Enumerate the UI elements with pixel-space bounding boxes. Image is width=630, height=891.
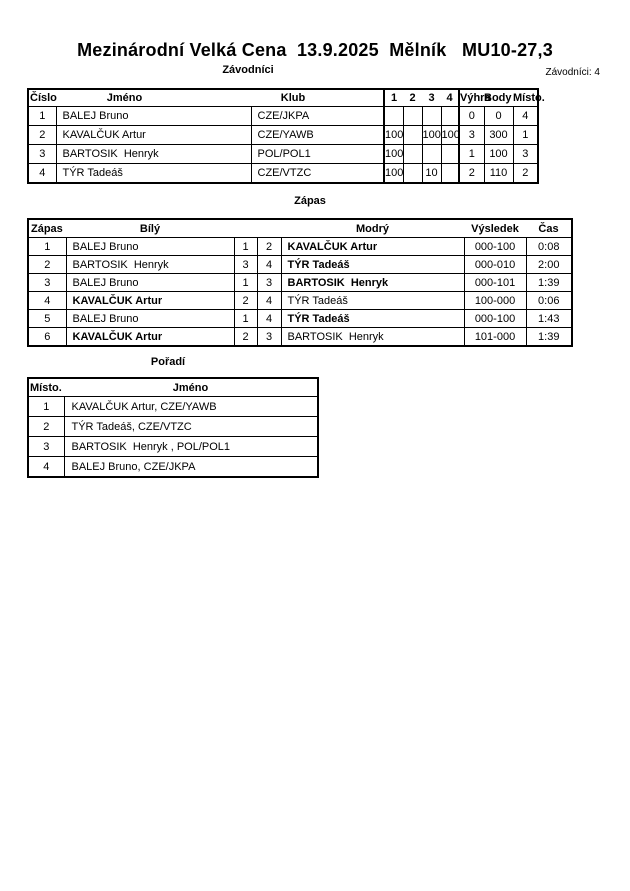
match-result: 000-100 [464,310,526,328]
competitor-number: 4 [28,164,56,184]
place-value: 3 [513,145,538,164]
match-time: 2:00 [526,256,572,274]
white-competitor: KAVALČUK Artur [66,292,234,310]
white-competitor: KAVALČUK Artur [66,328,234,347]
competitor-club: CZE/JKPA [251,107,384,126]
blue-competitor-number: 3 [257,274,281,292]
competitors-header-row [28,89,538,107]
standing-place: 1 [28,397,64,417]
matches-table [27,218,573,347]
points-value: 100 [484,145,513,164]
round-2-score [403,164,422,184]
match-time: 1:39 [526,274,572,292]
blue-competitor: TÝR Tadeáš [281,256,464,274]
table-row [28,417,318,437]
round-3-score: 100 [422,126,441,145]
match-number: 5 [28,310,66,328]
white-competitor: BALEJ Bruno [66,274,234,292]
col-header-result: Výsledek [471,222,519,235]
points-value: 0 [484,107,513,126]
col-header-points: Body [484,92,512,104]
place-value: 4 [513,107,538,126]
table-row [28,238,572,256]
wins-value: 1 [459,145,484,164]
blue-competitor: TÝR Tadeáš [281,310,464,328]
round-1-score [384,107,403,126]
wins-value: 2 [459,164,484,184]
col-header-round-4: 4 [446,92,453,104]
match-time: 1:39 [526,328,572,347]
round-2-score [403,107,422,126]
table-row [28,256,572,274]
standing-name: BALEJ Bruno, CZE/JKPA [64,457,318,478]
competitor-number: 2 [28,126,56,145]
standing-name: TÝR Tadeáš, CZE/VTZC [64,417,318,437]
round-1-score: 100 [384,145,403,164]
standing-place: 3 [28,437,64,457]
round-4-score: 100 [441,126,459,145]
match-result: 000-101 [464,274,526,292]
match-result: 101-000 [464,328,526,347]
standing-name: BARTOSIK Henryk , POL/POL1 [64,437,318,457]
competitors-table [27,88,545,184]
standings-table [27,377,319,478]
table-row [28,457,318,478]
white-competitor-number: 1 [234,310,257,328]
white-competitor-number: 2 [234,292,257,310]
col-header-white: Bílý [139,222,161,235]
col-header-number: Číslo [30,92,57,104]
white-competitor: BALEJ Bruno [66,310,234,328]
col-header-blue: Modrý [356,222,389,235]
place-value: 2 [513,164,538,184]
round-4-score [441,164,459,184]
match-time: 0:06 [526,292,572,310]
white-competitor-number: 2 [234,328,257,347]
table-row [28,164,538,184]
competitors-section-label: Závodníci [222,64,274,76]
table-row [28,274,572,292]
match-number: 1 [28,238,66,256]
page-title: Mezinárodní Velká Cena 13.9.2025 Mělník MU10-27,3 [77,40,553,60]
blue-competitor: BARTOSIK Henryk [281,274,464,292]
competitor-name: BARTOSIK Henryk [56,145,251,164]
matches-section-title: Zápas [294,195,326,207]
match-number: 3 [28,274,66,292]
round-4-score [441,107,459,126]
col-header-name: Jméno [172,381,209,394]
round-4-score [441,145,459,164]
blue-competitor: TÝR Tadeáš [281,292,464,310]
col-header-wins: Výhra [459,89,484,107]
white-competitor: BALEJ Bruno [66,238,234,256]
white-competitor-number: 1 [234,238,257,256]
table-row [28,328,572,347]
points-value: 300 [484,126,513,145]
table-row [28,292,572,310]
table-row [28,126,538,145]
match-number: 2 [28,256,66,274]
col-header-match: Zápas [31,222,63,235]
competitor-club: POL/POL1 [251,145,384,164]
match-result: 000-010 [464,256,526,274]
col-header-round-1: 1 [384,89,403,107]
competitor-number: 1 [28,107,56,126]
col-header-name: Jméno [106,92,143,104]
standing-name: KAVALČUK Artur, CZE/YAWB [64,397,318,417]
points-value: 110 [484,164,513,184]
col-header-round-3: 3 [428,92,435,104]
match-result: 100-000 [464,292,526,310]
place-value: 1 [513,126,538,145]
blue-competitor-number: 2 [257,238,281,256]
blue-competitor: BARTOSIK Henryk [281,328,464,347]
table-row [28,437,318,457]
standing-place: 2 [28,417,64,437]
col-header-place: Místo. [30,381,62,394]
competitors-count: Závodníci: 4 [545,67,600,78]
competitor-club: CZE/VTZC [251,164,384,184]
competitor-club: CZE/YAWB [251,126,384,145]
white-competitor-number: 3 [234,256,257,274]
matches-header-row [28,219,572,238]
round-2-score [403,126,422,145]
match-number: 4 [28,292,66,310]
round-1-score: 100 [384,164,403,184]
table-row [28,145,538,164]
blue-competitor: KAVALČUK Artur [281,238,464,256]
col-header-place: Místo. [513,92,545,104]
match-time: 1:43 [526,310,572,328]
competitor-name: BALEJ Bruno [56,107,251,126]
match-result: 000-100 [464,238,526,256]
round-2-score [403,145,422,164]
standing-place: 4 [28,457,64,478]
col-header-white-number [234,219,257,238]
round-3-score [422,145,441,164]
blue-competitor-number: 4 [257,292,281,310]
col-header-round-2: 2 [409,92,416,104]
table-row [28,310,572,328]
blue-competitor-number: 4 [257,310,281,328]
white-competitor: BARTOSIK Henryk [66,256,234,274]
col-header-time: Čas [538,222,559,235]
white-competitor-number: 1 [234,274,257,292]
wins-value: 0 [459,107,484,126]
match-number: 6 [28,328,66,347]
competitor-number: 3 [28,145,56,164]
standings-section-title: Pořadí [150,356,186,368]
round-3-score [422,107,441,126]
round-3-score: 10 [422,164,441,184]
table-row [28,107,538,126]
blue-competitor-number: 3 [257,328,281,347]
standings-header-row [28,378,318,397]
col-header-blue-number [257,219,281,238]
competitor-name: KAVALČUK Artur [56,126,251,145]
round-1-score: 100 [384,126,403,145]
wins-value: 3 [459,126,484,145]
match-time: 0:08 [526,238,572,256]
competitor-name: TÝR Tadeáš [56,164,251,184]
table-row [28,397,318,417]
col-header-club: Klub [280,92,306,104]
blue-competitor-number: 4 [257,256,281,274]
